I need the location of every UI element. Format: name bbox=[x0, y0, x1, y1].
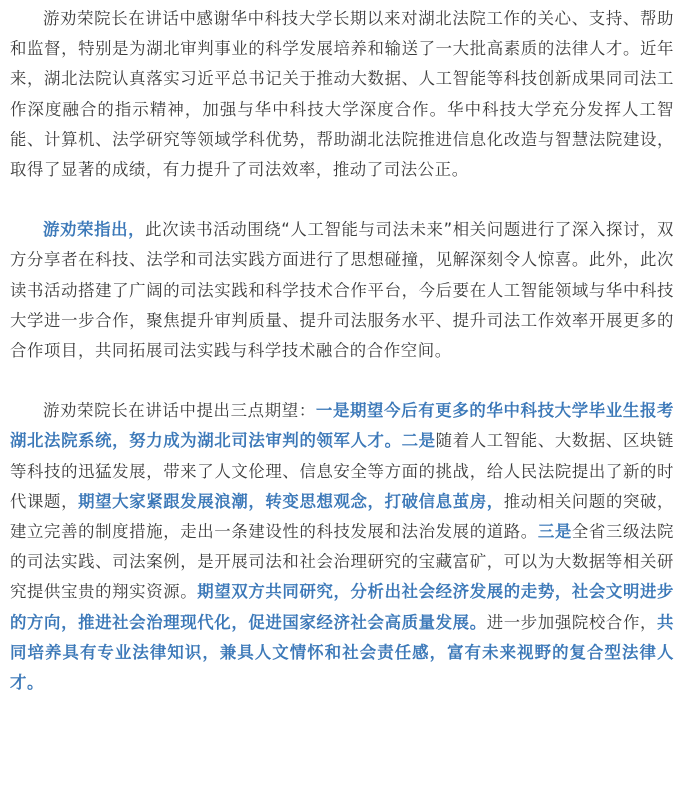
expectation-three-marker: 三是 bbox=[537, 522, 572, 542]
expectation-three-highlight: 期望双方共同研究，分析出社会经济发展的走势，社会文明进步的方向，推进社会治理现代化，促进国家经济社会高质量发展。 bbox=[10, 582, 674, 632]
paragraph-thanks bbox=[10, 4, 674, 185]
cooperation-text: 进一步加强院校合作， bbox=[486, 612, 657, 632]
expectation-two-marker: 二是 bbox=[401, 431, 436, 451]
speaker-lead: 游劝荣指出， bbox=[43, 220, 146, 240]
talent-cultivation-highlight: 共同培养具有专业法律知识，兼具人文情怀和社会责任感，富有未来视野的复合型法律人才。 bbox=[10, 612, 674, 693]
paragraph-reading-activity-text: 此次读书活动围绕“人工智能与司法未来”相关问题进行了深入探讨，双方分享者在科技、法学和司法实践方面进行了思想碰撞，见解深刻令人惊喜。此外，此次读书活动搭建了广阔的司法实践和科学技术合作平台，今后要在人工智能领域与华中科技大学进一步合作，聚焦提升审判质量、提升司法服务水平、提升司法工作效率开展更多的合作项目，共同拓展司法实践与科学技术融合的合作空间。 bbox=[10, 220, 674, 361]
paragraph-three-expectations bbox=[10, 396, 674, 698]
paragraph-reading-activity bbox=[10, 215, 674, 366]
expectation-two-highlight: 期望大家紧跟发展浪潮，转变思想观念，打破信息茧房， bbox=[78, 491, 504, 511]
expectations-intro: 游劝荣院长在讲话中提出三点期望： bbox=[43, 401, 316, 421]
expectation-two-context: 随着人工智能、大数据、区块链等科技的迅猛发展，带来了人文伦理、信息安全等方面的挑战，给人民法院提出了新的时代课题， bbox=[10, 431, 674, 511]
paragraph-thanks-text: 游劝荣院长在讲话中感谢华中科技大学长期以来对湖北法院工作的关心、支持、帮助和监督，特别是为湖北审判事业的科学发展培养和输送了一大批高素质的法律人才。近年来，湖北法院认真落实习近平总书记关于推动大数据、人工智能等科技创新成果同司法工作深度融合的指示精神，加强与华中科技大学深度合作。华中科技大学充分发挥人工智能、计算机、法学研究等领域学科优势，帮助湖北法院推进信息化改造与智慧法院建设，取得了显著的成绩，有力提升了司法效率，推动了司法公正。 bbox=[10, 9, 674, 180]
expectation-one: 一是期望今后有更多的华中科技大学毕业生报考湖北法院系统，努力成为湖北司法审判的领军人才。 bbox=[10, 401, 674, 451]
expectation-three-context: 全省三级法院的司法实践、司法案例，是开展司法和社会治理研究的宝藏富矿，可以为大数据等相关研究提供宝贵的翔实资源。 bbox=[10, 522, 674, 602]
expectation-two-detail: 推动相关问题的突破，建立完善的制度措施，走出一条建设性的科技发展和法治发展的道路。 bbox=[10, 491, 675, 542]
